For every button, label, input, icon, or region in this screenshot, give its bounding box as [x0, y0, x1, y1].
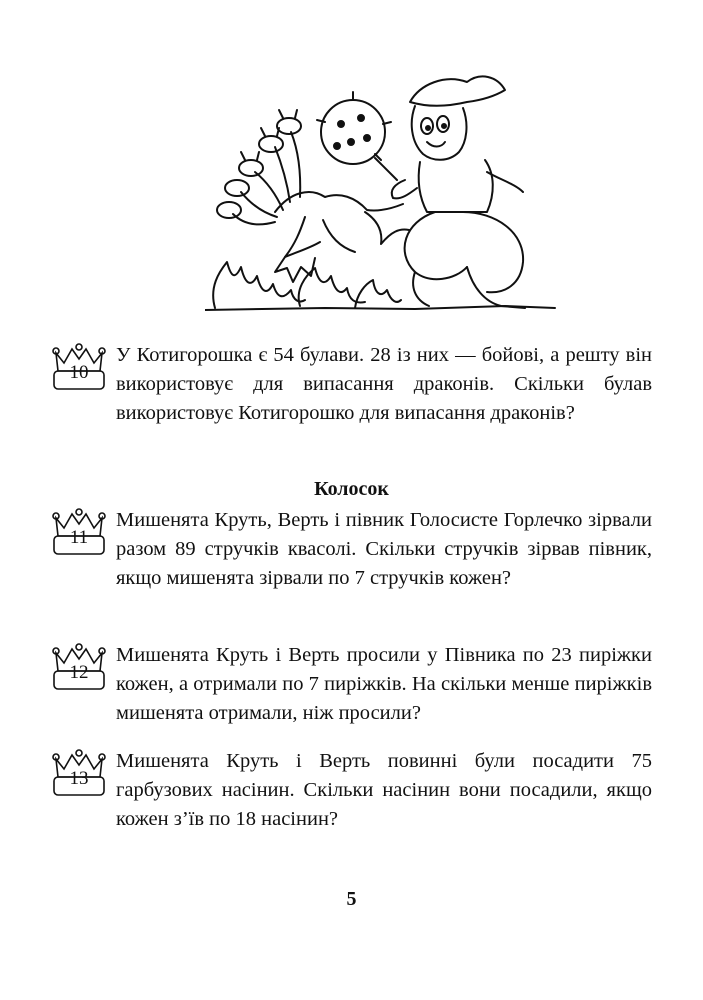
problem-text: Мишенята Круть і Верть повинні були посадити 75 гарбузових насінин. Скільки насінин вони посадили, якщо кожен з’їв по 18 насінин?	[116, 750, 652, 830]
illustration-hero-and-dragon	[205, 62, 560, 320]
problem-number-badge	[50, 341, 110, 393]
problem-number-badge	[50, 747, 110, 799]
problem-number: 12	[69, 662, 89, 683]
problem-number: 13	[69, 768, 89, 789]
problem-text: Мишенята Круть і Верть просили у Півника по 23 пиріжки кожен, а отримали по 7 пиріжків. На скільки менше пиріжків мишенята отримали, ніж просили?	[116, 644, 652, 724]
problem-text: У Котигорошка є 54 булави. 28 із них — бойові, а решту він використовує для випасання драконів. Скільки булав використовує Котигорошко для випасання драконів?	[116, 344, 652, 424]
problem-number: 10	[69, 362, 89, 383]
page-number: 5	[346, 888, 357, 910]
problem-text: Мишенята Круть, Верть і півник Голосисте Горлечко зірвали разом 89 стручків квасолі. Скільки стручків зірвав півник, якщо мишенята зірвали по 7 стручків кожен?	[116, 509, 652, 589]
problem-number-badge	[50, 641, 110, 693]
problem-number: 11	[69, 527, 89, 548]
problem-number-badge	[50, 506, 110, 558]
section-title: Колосок	[314, 478, 389, 500]
